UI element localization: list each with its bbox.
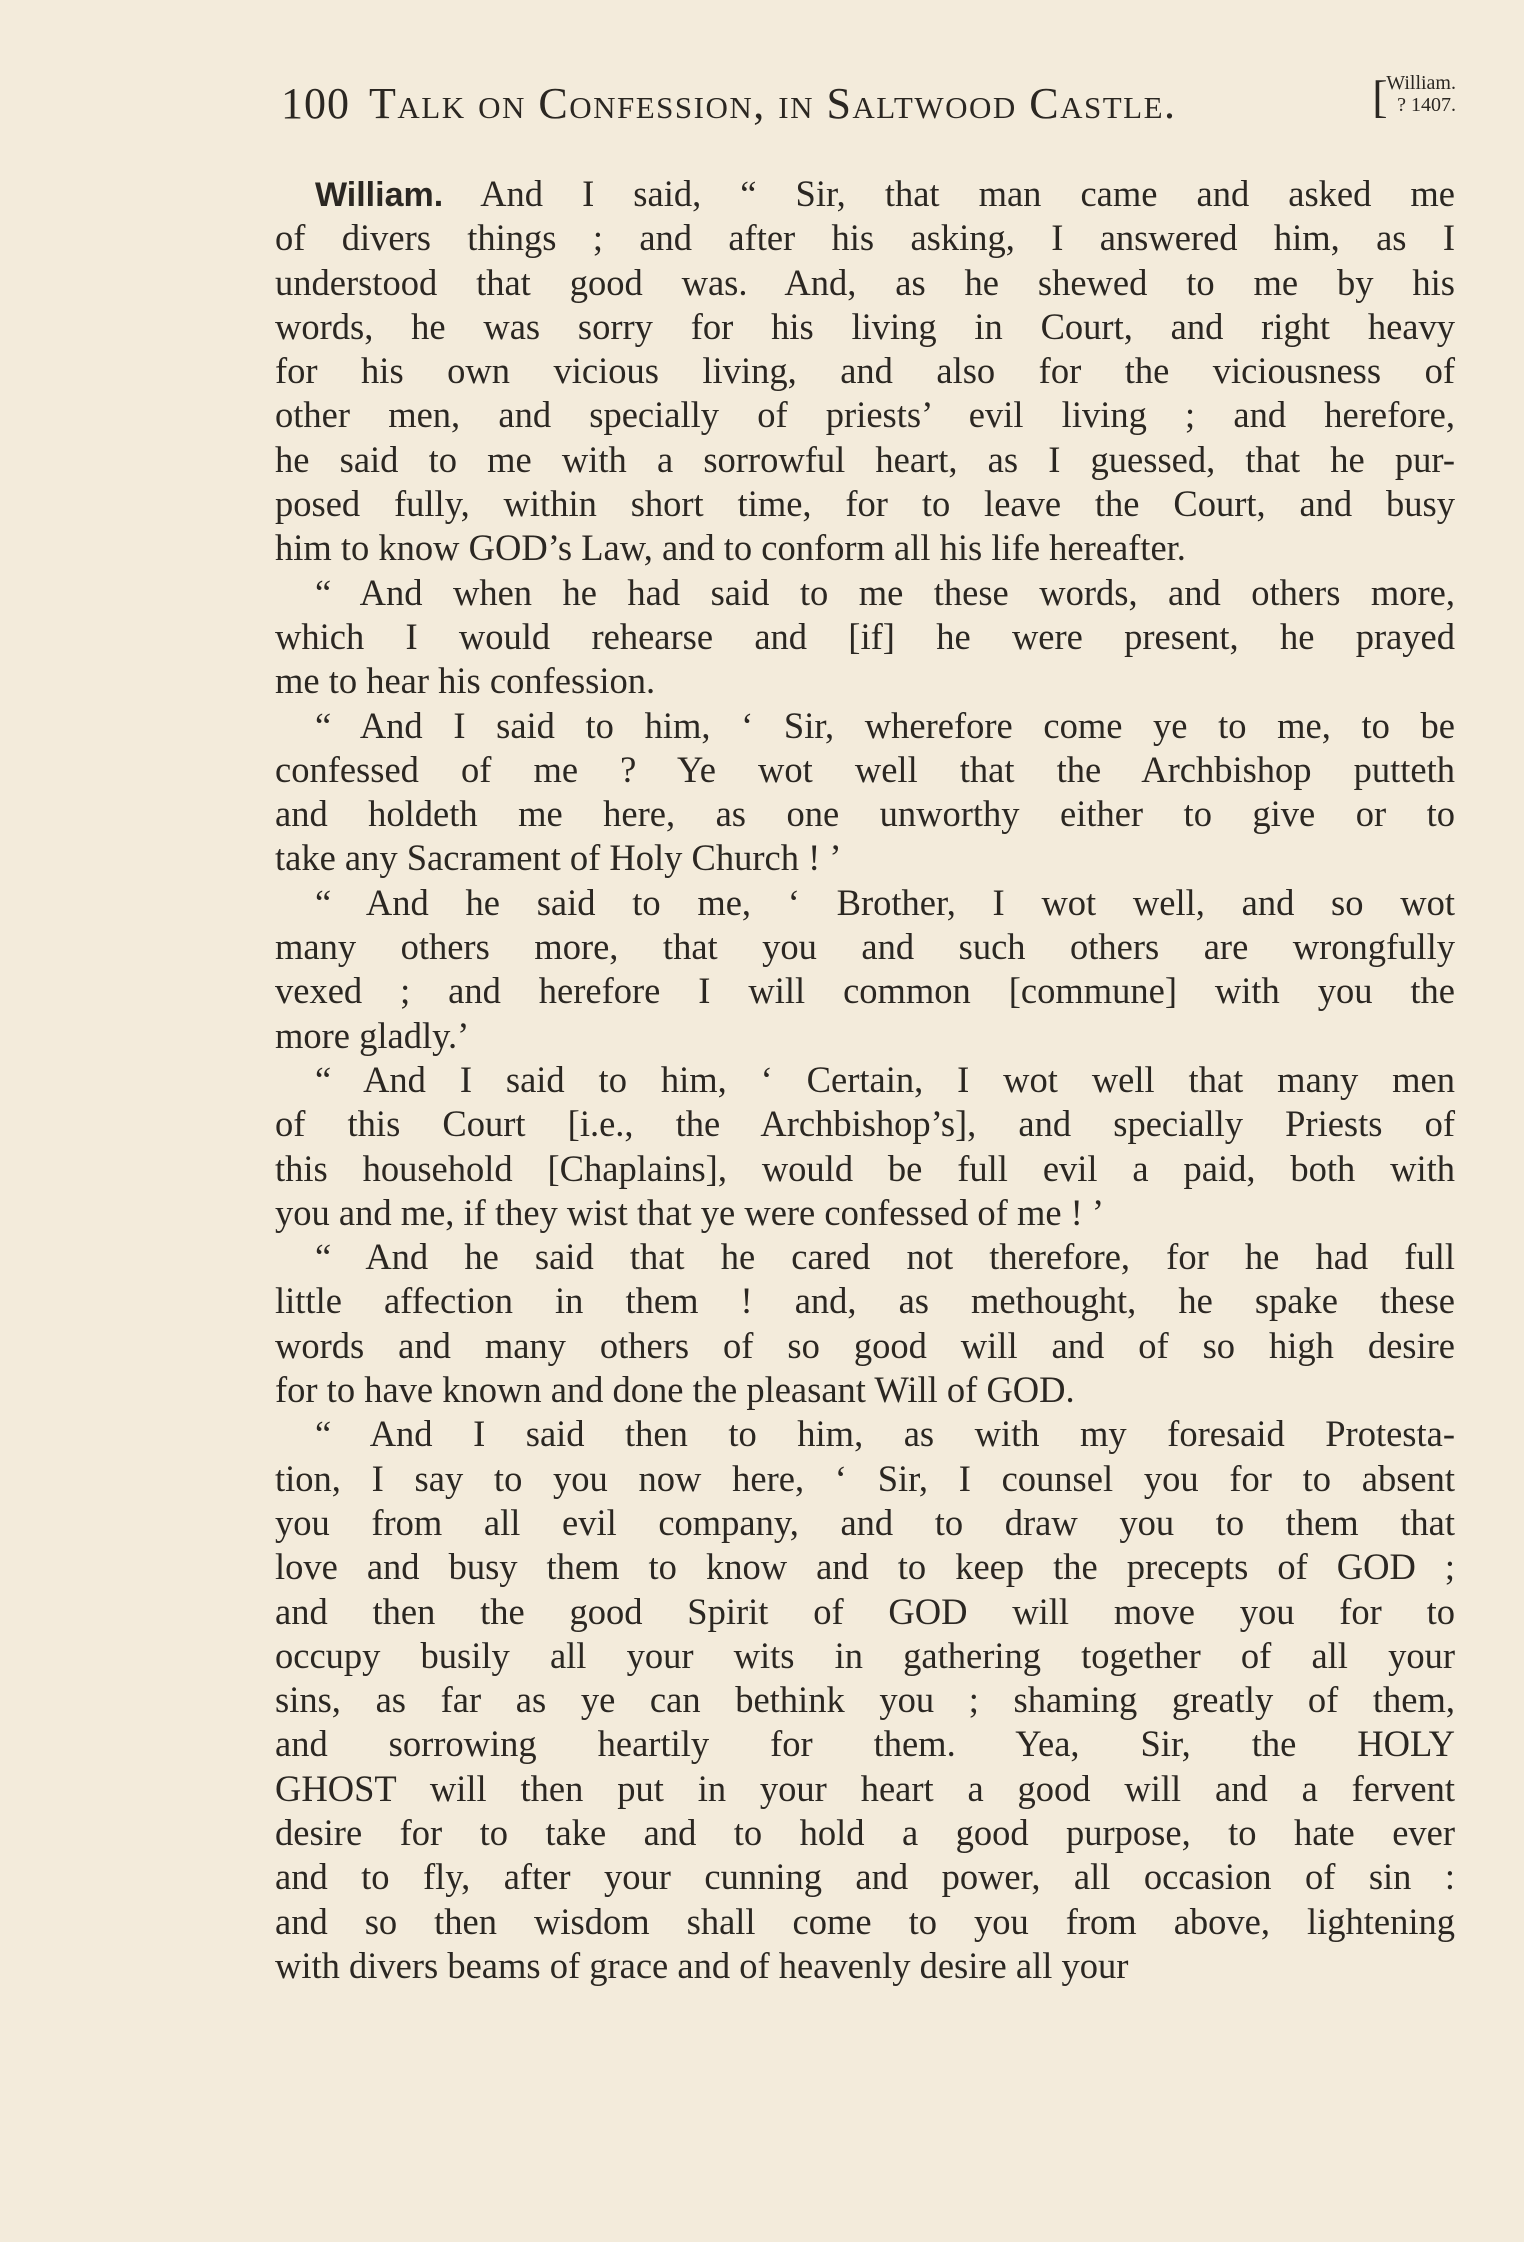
text-line: and sorrowing heartily for them. Yea, Sir, the HOLY xyxy=(275,1723,1455,1765)
text-line: and holdeth me here, as one unworthy either to give or to xyxy=(275,793,1455,835)
text-line xyxy=(275,172,1455,216)
text-line: “ And he said to me, ‘ Brother, I wot well, and so wot xyxy=(315,881,1455,923)
text-line: “ And I said to him, ‘ Certain, I wot well that many men xyxy=(315,1058,1455,1100)
margin-note xyxy=(1372,71,1456,122)
text-line: more gladly.’ xyxy=(275,1014,470,1056)
text-line: little affection in them ! and, as methought, he spake these xyxy=(275,1280,1455,1322)
text-line: of divers things ; and after his asking, I answered him, as I xyxy=(275,217,1455,259)
text-line: of this Court [i.e., the Archbishop’s], and specially Priests of xyxy=(275,1103,1455,1145)
text-line: me to hear his confession. xyxy=(275,660,656,702)
running-title: Talk on Confession, in Saltwood Castle. xyxy=(369,79,1177,128)
text-line: words and many others of so good will and of so high desire xyxy=(275,1324,1455,1366)
paragraph xyxy=(275,1235,1455,1412)
line-text: And I said, “ Sir, that man came and asked me xyxy=(443,173,1455,214)
speaker-name: William. xyxy=(315,176,444,214)
paragraph xyxy=(275,881,1455,1058)
text-line: and so then wisdom shall come to you from above, lightening xyxy=(275,1900,1455,1942)
text-line: tion, I say to you now here, ‘ Sir, I counsel you for to absent xyxy=(275,1457,1455,1499)
paragraph xyxy=(275,172,1455,571)
text-line: you and me, if they wist that ye were confessed of me ! ’ xyxy=(275,1191,1105,1233)
text-line: this household [Chaplains], would be full evil a paid, both with xyxy=(275,1147,1455,1189)
text-line: you from all evil company, and to draw you to them that xyxy=(275,1501,1455,1543)
page-number: 100 xyxy=(281,79,350,128)
text-line: for his own vicious living, and also for the viciousness of xyxy=(275,350,1455,392)
text-line: confessed of me ? Ye wot well that the Archbishop putteth xyxy=(275,748,1455,790)
text-line: other men, and specially of priests’ evil living ; and herefore, xyxy=(275,394,1455,436)
paragraph xyxy=(275,704,1455,881)
text-line: posed fully, within short time, for to leave the Court, and busy xyxy=(275,483,1455,525)
text-line: GHOST will then put in your heart a good will and a fervent xyxy=(275,1767,1455,1809)
text-line: which I would rehearse and [if] he were present, he prayed xyxy=(275,615,1455,657)
paragraph xyxy=(275,571,1455,704)
text-line: “ And I said then to him, as with my foresaid Protesta- xyxy=(315,1413,1455,1455)
text-line: occupy busily all your wits in gathering together of all your xyxy=(275,1634,1455,1676)
text-line: him to know GOD’s Law, and to conform all his life hereafter. xyxy=(275,527,1186,569)
text-line: take any Sacrament of Holy Church ! ’ xyxy=(275,837,842,879)
text-line: understood that good was. And, as he shewed to me by his xyxy=(275,261,1455,303)
text-line: “ And he said that he cared not therefore, for he had full xyxy=(315,1236,1455,1278)
text-line: and to fly, after your cunning and power, all occasion of sin : xyxy=(275,1856,1455,1898)
text-line: “ And I said to him, ‘ Sir, wherefore come ye to me, to be xyxy=(315,704,1455,746)
paragraph xyxy=(275,1058,1455,1235)
text-line: he said to me with a sorrowful heart, as I guessed, that he pur- xyxy=(275,438,1455,480)
body-text xyxy=(275,172,1455,1988)
margin-note-date: ? 1407. xyxy=(1397,94,1456,116)
bracket-glyph: [ xyxy=(1372,71,1388,122)
text-line: love and busy them to know and to keep the precepts of GOD ; xyxy=(275,1546,1455,1588)
text-line: many others more, that you and such others are wrongfully xyxy=(275,926,1455,968)
page-header xyxy=(281,71,1456,138)
paragraph xyxy=(275,1412,1455,1988)
text-line: with divers beams of grace and of heavenly desire all your xyxy=(275,1944,1129,1986)
text-line: “ And when he had said to me these words, and others more, xyxy=(315,571,1455,613)
text-line: words, he was sorry for his living in Court, and right heavy xyxy=(275,305,1455,347)
margin-note-author: William. xyxy=(1386,72,1456,94)
text-line: sins, as far as ye can bethink you ; shaming greatly of them, xyxy=(275,1679,1455,1721)
text-line: for to have known and done the pleasant Will of GOD. xyxy=(275,1369,1075,1411)
text-line: vexed ; and herefore I will common [commune] with you the xyxy=(275,970,1455,1012)
text-line: desire for to take and to hold a good purpose, to hate ever xyxy=(275,1811,1455,1853)
text-line: and then the good Spirit of GOD will move you for to xyxy=(275,1590,1455,1632)
